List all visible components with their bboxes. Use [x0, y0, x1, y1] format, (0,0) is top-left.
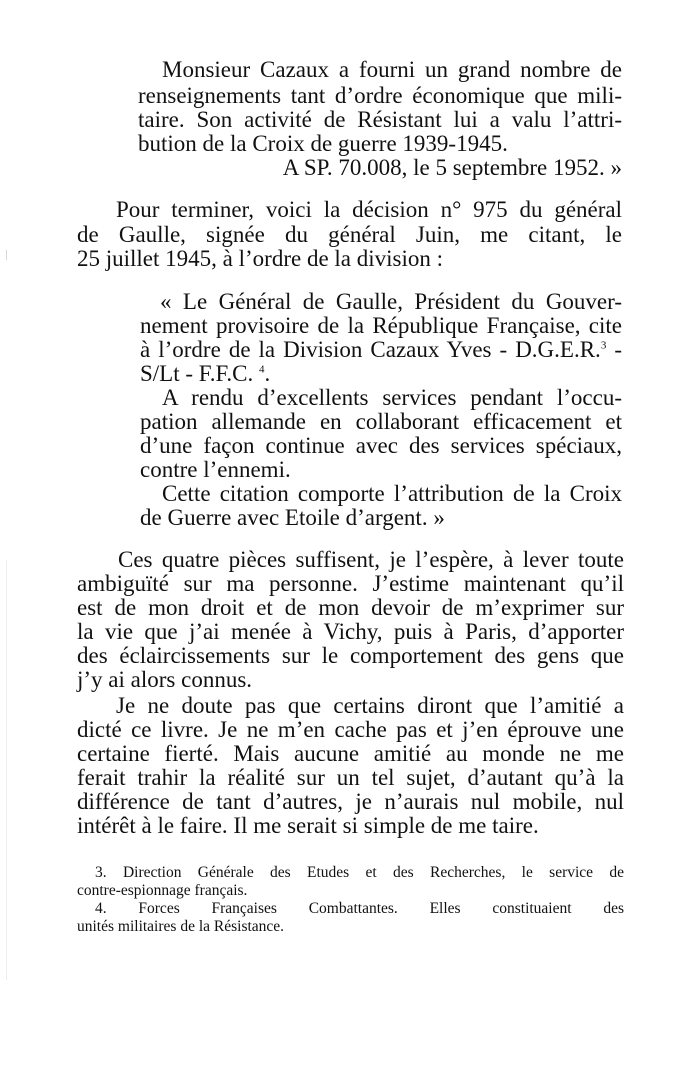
footnote-text: 4. Forces Françaises Combattantes. Elles constituaient des	[95, 900, 624, 917]
footnote-ref: 4	[259, 363, 265, 376]
footnote-text: 3. Direction Générale des Etudes et des Recherches, le service de	[95, 864, 624, 881]
scan-artifact	[6, 560, 7, 980]
footnote-4	[77, 900, 624, 918]
text-line: 25 juillet 1945, à l’ordre de la division :	[77, 246, 444, 271]
signature-line: A SP. 70.008, le 5 septembre 1952. »	[282, 155, 622, 180]
text-line: « Le Général de Gaulle, Président du Gouver-	[160, 289, 622, 314]
text-line: pation allemande en collaborant efficacement et	[140, 409, 622, 434]
footnote-3	[77, 864, 624, 882]
text-line: certaine fierté. Mais aucune amitié au monde ne me	[77, 741, 624, 766]
footnote-ref: 3	[600, 339, 607, 352]
text-line: Je ne doute pas que certains diront que l’amitié a	[116, 693, 624, 718]
text-line: de Gaulle, signée du général Juin, me citant, le	[77, 222, 622, 247]
text-line: est de mon droit et de mon devoir de m’exprimer sur	[77, 595, 624, 620]
text-line: renseignements tant d’ordre économique que mili-	[138, 83, 622, 108]
text-line: Cette citation comporte l’attribution de la Croix	[162, 481, 622, 506]
text-line: Pour terminer, voici la décision n° 975 du général	[116, 197, 622, 222]
text-line: Monsieur Cazaux a fourni un grand nombre de	[162, 57, 622, 82]
text-line: A rendu d’excellents services pendant l’occu-	[162, 385, 622, 410]
text-line: dicté ce livre. Je ne m’en cache pas et j’en éprouve une	[77, 717, 624, 742]
text-run: S/Lt - F.F.C.	[140, 361, 254, 386]
text-line: la vie que j’ai menée à Vichy, puis à Paris, d’apporter	[77, 619, 624, 644]
text-line: de Guerre avec Etoile d’argent. »	[140, 505, 445, 530]
text-line: nement provisoire de la République Française, cite	[140, 313, 622, 338]
text-line: contre l’ennemi.	[140, 457, 291, 482]
text-line: j’y ai alors connus.	[77, 667, 253, 692]
text-line: différence de tant d’autres, je n’aurais nul mobile, nul	[77, 789, 624, 814]
text-line: Ces quatre pièces suffisent, je l’espère, à lever toute	[118, 547, 624, 572]
footnote-3-cont: contre-espionnage français.	[77, 882, 248, 899]
text-line: ambiguïté sur ma personne. J’estime maintenant qu’il	[77, 571, 624, 596]
scan-artifact	[6, 250, 7, 260]
text-run: à l’ordre de la Division Cazaux Yves - D.G.E.R.	[140, 337, 601, 362]
text-line: d’une façon continue avec des services spéciaux,	[140, 433, 622, 458]
text-line: ferait trahir la réalité sur un tel sujet, d’autant qu’à la	[77, 765, 624, 790]
text-line: bution de la Croix de guerre 1939-1945.	[138, 131, 508, 156]
text-line: taire. Son activité de Résistant lui a valu l’attri-	[138, 107, 622, 132]
text-run: -	[614, 337, 623, 362]
text-line: intérêt à le faire. Il me serait si simple de me taire.	[77, 813, 539, 838]
text-run: .	[264, 361, 271, 386]
text-line: des éclaircissements sur le comportement des gens que	[77, 643, 624, 668]
footnote-4-cont: unités militaires de la Résistance.	[77, 918, 285, 935]
